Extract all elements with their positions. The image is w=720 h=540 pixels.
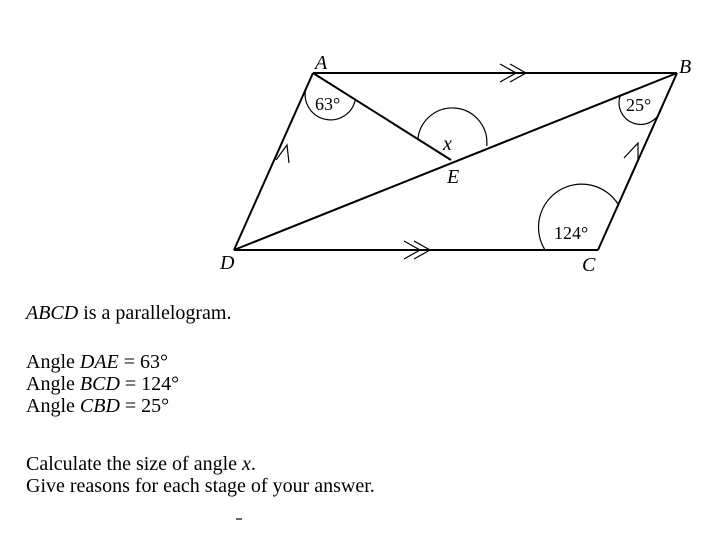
arrow-marker-ad bbox=[276, 145, 289, 163]
task-line-1-suffix: . bbox=[250, 453, 256, 475]
given-angles bbox=[26, 351, 179, 417]
given-angle-name: CBD bbox=[79, 395, 120, 417]
statement-rest: is a parallelogram. bbox=[78, 302, 232, 324]
task-line-1-prefix: Calculate the size of angle bbox=[26, 453, 243, 475]
given-angle-row bbox=[26, 373, 179, 395]
vertex-label-b: B bbox=[679, 56, 692, 78]
task-text bbox=[26, 453, 375, 497]
angle-label-x: x bbox=[443, 133, 452, 155]
vertex-label-c: C bbox=[582, 254, 596, 276]
arrow-marker-bc bbox=[624, 143, 638, 161]
given-angle-value: = 25° bbox=[119, 395, 170, 417]
angle-label-cbd: 25° bbox=[626, 95, 652, 115]
task-line-1 bbox=[26, 453, 375, 475]
stray-mark bbox=[236, 518, 242, 520]
task-variable: x bbox=[242, 453, 251, 475]
given-prefix: Angle bbox=[26, 373, 80, 395]
given-prefix: Angle bbox=[26, 395, 80, 417]
given-angle-row bbox=[26, 395, 179, 417]
angle-label-bcd: 124° bbox=[554, 223, 589, 243]
given-angle-row bbox=[26, 351, 179, 373]
task-line-2: Give reasons for each stage of your answer. bbox=[26, 475, 375, 497]
statement-text bbox=[26, 302, 232, 324]
vertex-label-d: D bbox=[220, 252, 235, 274]
given-angle-name: DAE bbox=[79, 351, 119, 373]
given-angle-value: = 63° bbox=[118, 351, 169, 373]
angle-arc-x bbox=[418, 108, 487, 146]
given-prefix: Angle bbox=[26, 351, 80, 373]
given-angle-value: = 124° bbox=[119, 373, 180, 395]
angle-label-dae: 63° bbox=[315, 94, 341, 114]
vertex-label-e: E bbox=[447, 166, 460, 188]
shape-name: ABCD bbox=[26, 302, 79, 324]
vertex-label-a: A bbox=[315, 52, 328, 74]
given-angle-name: BCD bbox=[79, 373, 120, 395]
